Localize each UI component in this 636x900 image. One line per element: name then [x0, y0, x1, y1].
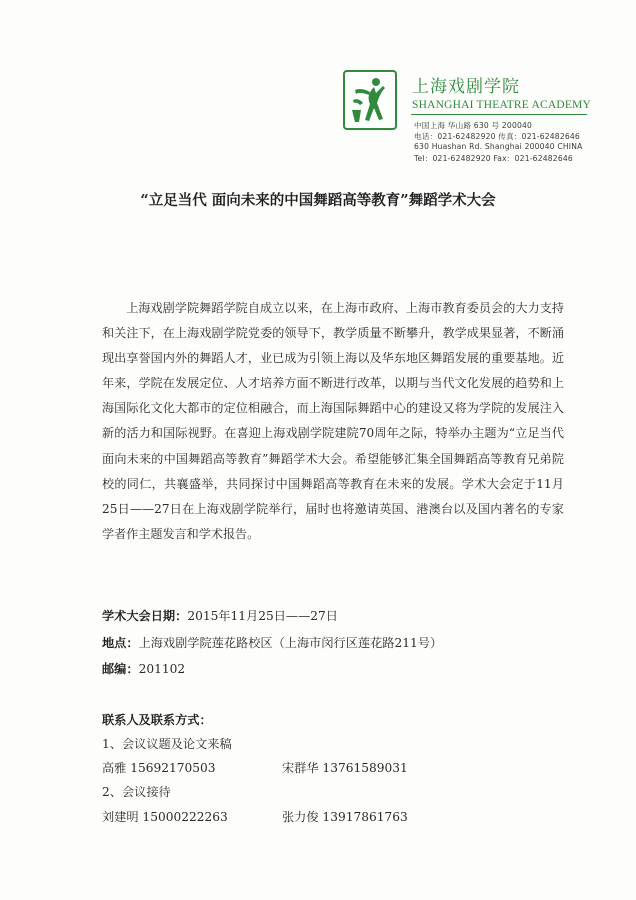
- contacts-section-2: 2、会议接待: [102, 785, 171, 799]
- org-name-chinese: 上海戏剧学院: [412, 77, 520, 97]
- contact-person: 刘建明 15000222263: [102, 810, 228, 824]
- address-english: 630 Huashan Rd. Shanghai 200040 CHINA: [414, 142, 583, 151]
- date-label: 学术大会日期：: [102, 609, 188, 623]
- document-title: “立足当代 面向未来的中国舞蹈高等教育”舞蹈学术大会: [140, 192, 496, 209]
- venue-line: [102, 634, 442, 651]
- phone-english: Tel：021-62482920 Fax：021-62482646: [414, 154, 573, 163]
- venue-label: 地点：: [102, 636, 139, 650]
- contacts-section-1: 1、会议议题及论文来稿: [102, 737, 232, 751]
- letterhead-rule: [411, 114, 587, 115]
- contact-person: 宋群华 13761589031: [282, 761, 408, 775]
- contacts-row-2: [102, 808, 408, 825]
- contacts-row-1: [102, 759, 408, 776]
- contact-person: 张力俊 13917861763: [282, 810, 408, 824]
- zip-line: [102, 660, 185, 677]
- academy-logo-icon: [343, 70, 397, 130]
- contact-person: 高雅 15692170503: [102, 761, 216, 775]
- venue-value: 上海戏剧学院莲花路校区（上海市闵行区莲花路211号）: [138, 636, 443, 650]
- phone-chinese: 电话：021-62482920 传真：021-62482646: [414, 132, 580, 141]
- date-value: 2015年11月25日——27日: [187, 609, 338, 623]
- body-paragraph: 上海戏剧学院舞蹈学院自成立以来，在上海市政府、上海市教育委员会的大力支持和关注下，在上海戏剧学院党委的领导下，教学质量不断攀升，教学成果显著，不断涌现出享誉国内外的舞蹈人才，业已成为引领上海以及华东地区舞蹈发展的重要基地。近年来，学院在发展定位、人才培养方面不断进行改革，以期与当代文化发展的趋势和上海国际化文化大都市的定位相融合，而上海国际舞蹈中心的建设又将为学院的发展注入新的活力和国际视野。在喜迎上海戏剧学院建院70周年之际，特举办主题为“立足当代 面向未来的中国舞蹈高等教育”舞蹈学术大会。希望能够汇集全国舞蹈高等教育兄弟院校的同仁，共襄盛举，共同探讨中国舞蹈高等教育在未来的发展。学术大会定于11月25日——27日在上海戏剧学院举行，届时也将邀请英国、港澳台以及国内著名的专家学者作主题发言和学术报告。: [102, 301, 564, 541]
- org-name-english: SHANGHAI THEATRE ACADEMY: [412, 99, 592, 111]
- date-line: [102, 607, 338, 624]
- contacts-heading: 联系人及联系方式：: [102, 713, 212, 727]
- address-chinese: 中国上海 华山路 630 号 200040: [414, 121, 533, 130]
- zip-value: 201102: [138, 662, 186, 676]
- zip-label: 邮编：: [102, 662, 139, 676]
